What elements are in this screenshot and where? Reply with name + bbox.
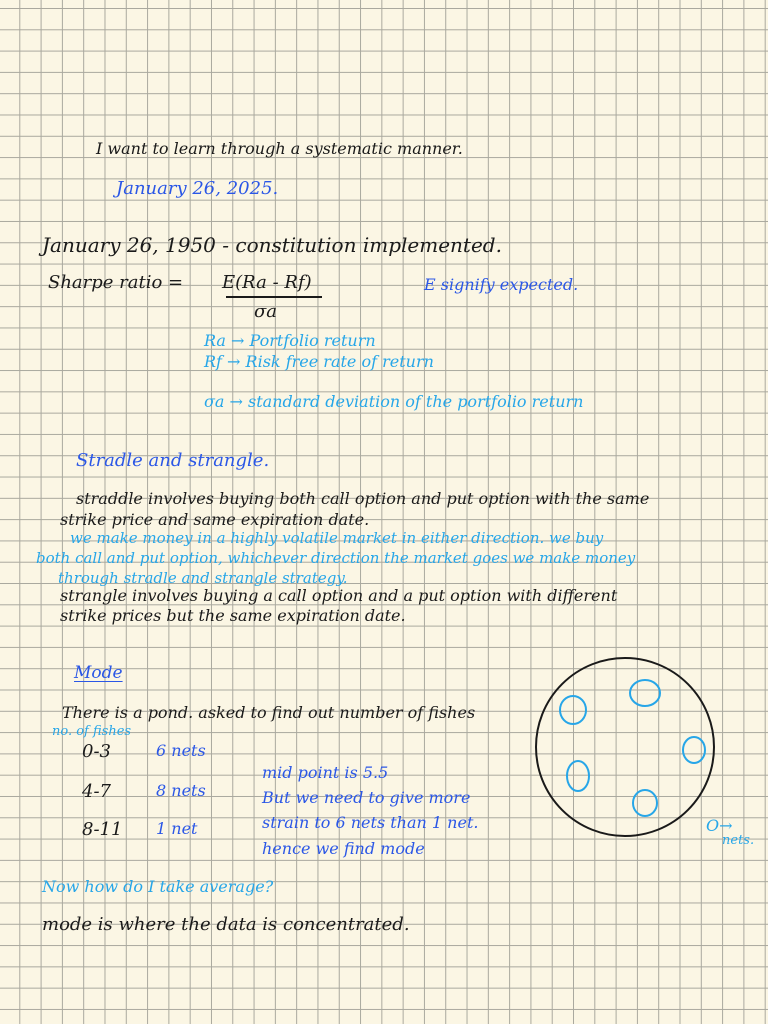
range-row-1: 0-3	[82, 741, 111, 762]
mode-note-1: mid point is 5.5	[262, 763, 389, 782]
legend-rf: Rf → Risk free rate of return	[204, 352, 434, 371]
strangle-line-1: strangle involves buying a call option and a put option with different	[60, 586, 618, 605]
straddle-line-1: straddle involves buying both call option and put option with the same	[76, 489, 650, 508]
pond-text: There is a pond. asked to find out number of fishes	[62, 703, 476, 722]
mode-definition: mode is where the data is concentrated.	[42, 914, 410, 935]
mode-note-2: But we need to give more	[262, 788, 471, 807]
fishes-column-label: no. of fishes	[52, 724, 132, 739]
net-icon	[630, 680, 660, 706]
range-row-2: 4-7	[82, 781, 111, 802]
sharpe-numerator: E(Ra - Rf)	[222, 272, 312, 293]
nets-row-2: 8 nets	[156, 781, 206, 800]
net-icon	[560, 696, 586, 724]
straddle-line-2: strike price and same expiration date.	[60, 510, 370, 529]
average-question: Now how do I take average?	[42, 877, 274, 896]
straddle-blue-3: through stradle and strangle strategy.	[58, 569, 348, 587]
range-row-3: 8-11	[82, 819, 123, 840]
net-icon	[567, 761, 589, 791]
expected-note: E signify expected.	[424, 275, 579, 294]
straddle-blue-2: both call and put option, whichever direction the market goes we make money	[36, 549, 636, 567]
date-text: January 26, 2025.	[116, 178, 279, 199]
net-icon	[633, 790, 657, 816]
legend-ra: Ra → Portfolio return	[204, 331, 376, 350]
net-legend-label: nets.	[722, 833, 755, 848]
constitution-text: January 26, 1950 - constitution implemented.	[42, 233, 502, 257]
nets-row-1: 6 nets	[156, 741, 206, 760]
nets-row-3: 1 net	[156, 819, 198, 838]
mode-note-4: hence we find mode	[262, 839, 425, 858]
straddle-blue-1: we make money in a highly volatile market in either direction. we buy	[70, 529, 604, 547]
legend-sigma: σa → standard deviation of the portfolio return	[204, 392, 584, 411]
mode-note-3: strain to 6 nets than 1 net.	[262, 813, 479, 832]
mode-heading: Mode	[74, 663, 123, 683]
intro-text: I want to learn through a systematic manner.	[96, 139, 463, 158]
net-icon	[683, 737, 705, 763]
sharpe-label: Sharpe ratio =	[48, 272, 184, 293]
strangle-line-2: strike prices but the same expiration date.	[60, 606, 406, 625]
sharpe-denominator: σa	[254, 301, 278, 322]
pond-circle	[536, 658, 714, 836]
net-legend-symbol: O→	[706, 816, 733, 835]
straddle-heading: Stradle and strangle.	[76, 450, 270, 471]
